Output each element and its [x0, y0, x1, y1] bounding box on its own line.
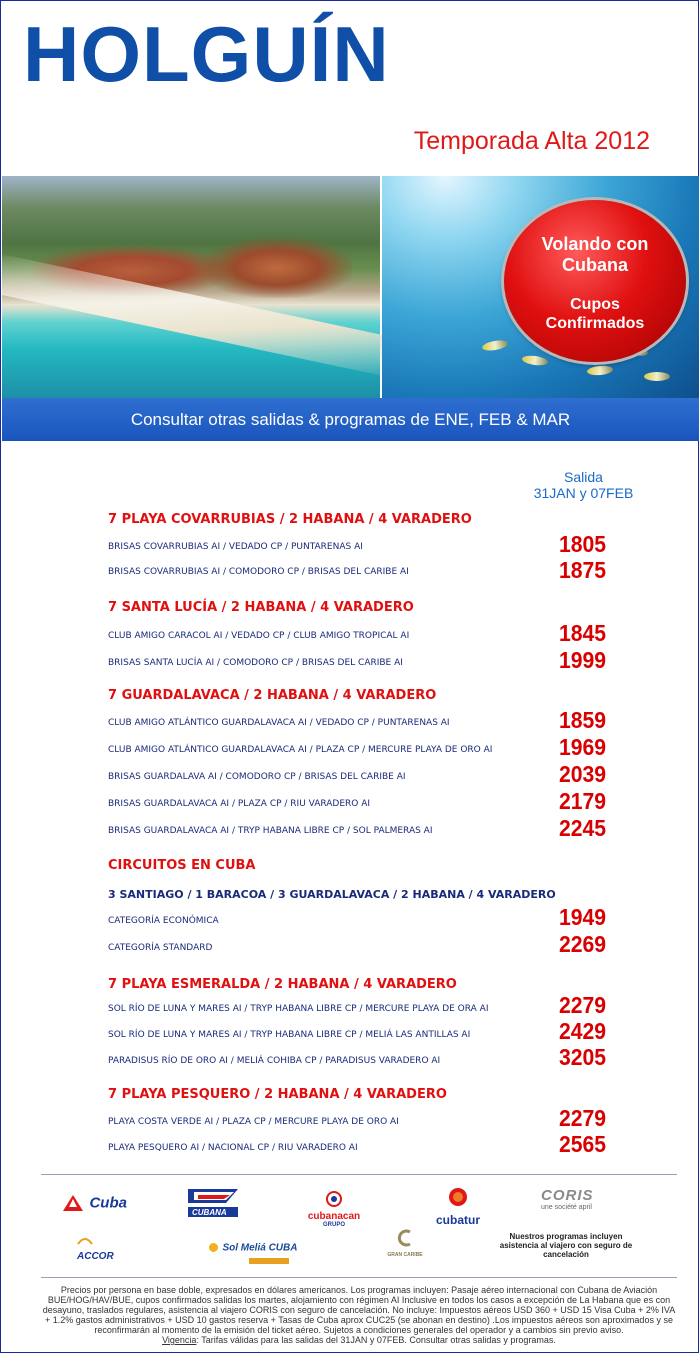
cubanacan-logo — [304, 1191, 364, 1229]
package-label: PARADISUS RÍO DE ORO AI / MELIÁ COHIBA CP / PARADISUS VARADERO AI — [108, 1056, 441, 1066]
solmelia-logo — [209, 1239, 297, 1264]
cubana-cuba-logo — [61, 1193, 127, 1213]
footer-text: Precios por persona en base doble, expresados en dólares americanos. Los programas incluyen: Pasaje aéreo internacional con Cubana de Aviación BUE/HOG/HAV/BUE, cupos confirmados salidas los martes, alojamiento con régimen AI Inclusive en todos los casos a excepción de La Habana que es con desayuno, traslados regulares, asistencia al viajero CORIS con seguro de cancelación. No incluye: Impuestos aéreos USD 360 + USD 15 Visa Cuba + 2% IVA + 1.2% gastos administrativos + USD 10 gastos reserva + Tasas de Cuba aprox CUC25 (se abonan en destino) .Los impuestos aéreos son aproximados y se reconfirmarán al momento de la emisión del ticket aéreo. Sujetos a condiciones generales del operador y a cambios sin previo aviso. — [42, 1285, 676, 1335]
sun-icon — [209, 1243, 218, 1252]
section-title: CIRCUITOS EN CUBA — [108, 858, 256, 873]
package-label: BRISAS GUARDALAVACA AI / PLAZA CP / RIU VARADERO AI — [108, 799, 371, 809]
page-title: HOLGUÍN — [23, 10, 390, 98]
section-title: 7 PLAYA COVARRUBIAS / 2 HABANA / 4 VARADERO — [108, 512, 472, 527]
package-price: 1949 — [559, 904, 607, 930]
assistance-note: Nuestros programas incluyen asistencia al viajero con seguro de cancelación — [499, 1232, 633, 1259]
badge-line-1: Volando con Cubana — [541, 234, 649, 275]
cubana-logo-text: CUBANA — [192, 1208, 227, 1217]
package-label: BRISAS COVARRUBIAS AI / COMODORO CP / BRISAS DEL CARIBE AI — [108, 567, 409, 577]
accor-logo — [77, 1233, 114, 1262]
cubatur-logo — [429, 1185, 487, 1226]
package-price: 1845 — [559, 620, 607, 646]
package-label: BRISAS GUARDALAVACA AI / TRYP HABANA LIBRE CP / SOL PALMERAS AI — [108, 826, 433, 836]
package-label: CATEGORÍA STANDARD — [108, 943, 213, 953]
gran-caribe-logo — [383, 1229, 427, 1258]
solmelia-logo-text: Sol Meliá CUBA — [222, 1242, 298, 1254]
accor-logo-text: ACCOR — [77, 1251, 114, 1262]
departure-label: Salida — [564, 469, 603, 485]
package-price: 2279 — [559, 992, 607, 1018]
package-label: PLAYA PESQUERO AI / NACIONAL CP / RIU VARADERO AI — [108, 1143, 358, 1153]
package-label: BRISAS GUARDALAVA AI / COMODORO CP / BRISAS DEL CARIBE AI — [108, 772, 406, 782]
cubana-airline-logo — [186, 1187, 240, 1226]
cubatur-logo-text: cubatur — [435, 1213, 480, 1227]
package-price: 2565 — [559, 1131, 607, 1157]
solmelia-ribbon — [249, 1258, 289, 1264]
divider — [41, 1174, 677, 1175]
badge-line-2: Cupos Confirmados — [545, 296, 645, 332]
gran-caribe-logo-text: GRAN CARIBE — [387, 1252, 423, 1258]
departure-dates: 31JAN y 07FEB — [533, 485, 634, 501]
package-label: PLAYA COSTA VERDE AI / PLAZA CP / MERCURE PLAYA DE ORO AI — [108, 1117, 399, 1127]
cubanacan-logo-sub: GRUPO — [322, 1222, 345, 1228]
package-price: 2279 — [559, 1105, 607, 1131]
package-label: CLUB AMIGO ATLÁNTICO GUARDALAVACA AI / PLAZA CP / MERCURE PLAYA DE ORO AI — [108, 745, 493, 755]
package-price: 2269 — [559, 931, 607, 957]
coris-logo-sub: une société april — [541, 1204, 592, 1211]
package-label: CLUB AMIGO CARACOL AI / VEDADO CP / CLUB AMIGO TROPICAL AI — [108, 631, 410, 641]
departure-header — [506, 469, 661, 501]
coris-logo — [541, 1187, 621, 1211]
legal-footer — [41, 1285, 677, 1345]
package-label: CATEGORÍA ECONÓMICA — [108, 916, 219, 926]
vigencia-link[interactable]: Vigencia — [162, 1335, 197, 1345]
package-price: 2039 — [559, 761, 607, 787]
cuba-logo-text: Cuba — [89, 1194, 127, 1212]
section-title: 7 PLAYA ESMERALDA / 2 HABANA / 4 VARADERO — [108, 977, 457, 992]
package-price: 1859 — [559, 707, 607, 733]
package-price: 1999 — [559, 647, 607, 673]
info-banner[interactable]: Consultar otras salidas & programas de ENE, FEB & MAR — [2, 398, 699, 441]
package-label: SOL RÍO DE LUNA Y MARES AI / TRYP HABANA LIBRE CP / MERCURE PLAYA DE ORA AI — [108, 1004, 489, 1014]
package-price: 1969 — [559, 734, 607, 760]
cubanacan-logo-text: cubanacan — [307, 1211, 361, 1222]
section-title: 7 PLAYA PESQUERO / 2 HABANA / 4 VARADERO — [108, 1087, 447, 1102]
package-price: 1875 — [559, 557, 607, 583]
section-title: 7 GUARDALAVACA / 2 HABANA / 4 VARADERO — [108, 688, 437, 703]
package-label: BRISAS SANTA LUCÍA AI / COMODORO CP / BRISAS DEL CARIBE AI — [108, 658, 403, 668]
beach-resort-photo — [2, 176, 380, 398]
package-label: BRISAS COVARRUBIAS AI / VEDADO CP / PUNTARENAS AI — [108, 542, 363, 552]
package-label: SOL RÍO DE LUNA Y MARES AI / TRYP HABANA LIBRE CP / MELIÁ LAS ANTILLAS AI — [108, 1030, 471, 1040]
season-label: Temporada Alta 2012 — [413, 127, 650, 155]
section-subtitle: 3 SANTIAGO / 1 BARACOA / 3 GUARDALAVACA / 2 HABANA / 4 VARADERO — [108, 888, 556, 901]
package-price: 2179 — [559, 788, 607, 814]
package-price: 1805 — [559, 531, 607, 557]
coris-logo-text: CORIS — [541, 1187, 594, 1204]
divider — [41, 1277, 677, 1278]
package-label: CLUB AMIGO ATLÁNTICO GUARDALAVACA AI / VEDADO CP / PUNTARENAS AI — [108, 718, 450, 728]
section-title: 7 SANTA LUCÍA / 2 HABANA / 4 VARADERO — [108, 600, 414, 615]
package-price: 2245 — [559, 815, 607, 841]
cubana-flight-badge — [504, 200, 686, 362]
vigencia-text: : Tarifas válidas para las salidas del 31JAN y 07FEB. Consultar otras salidas y programas. — [196, 1335, 556, 1345]
package-price: 2429 — [559, 1018, 607, 1044]
package-price: 3205 — [559, 1044, 607, 1070]
